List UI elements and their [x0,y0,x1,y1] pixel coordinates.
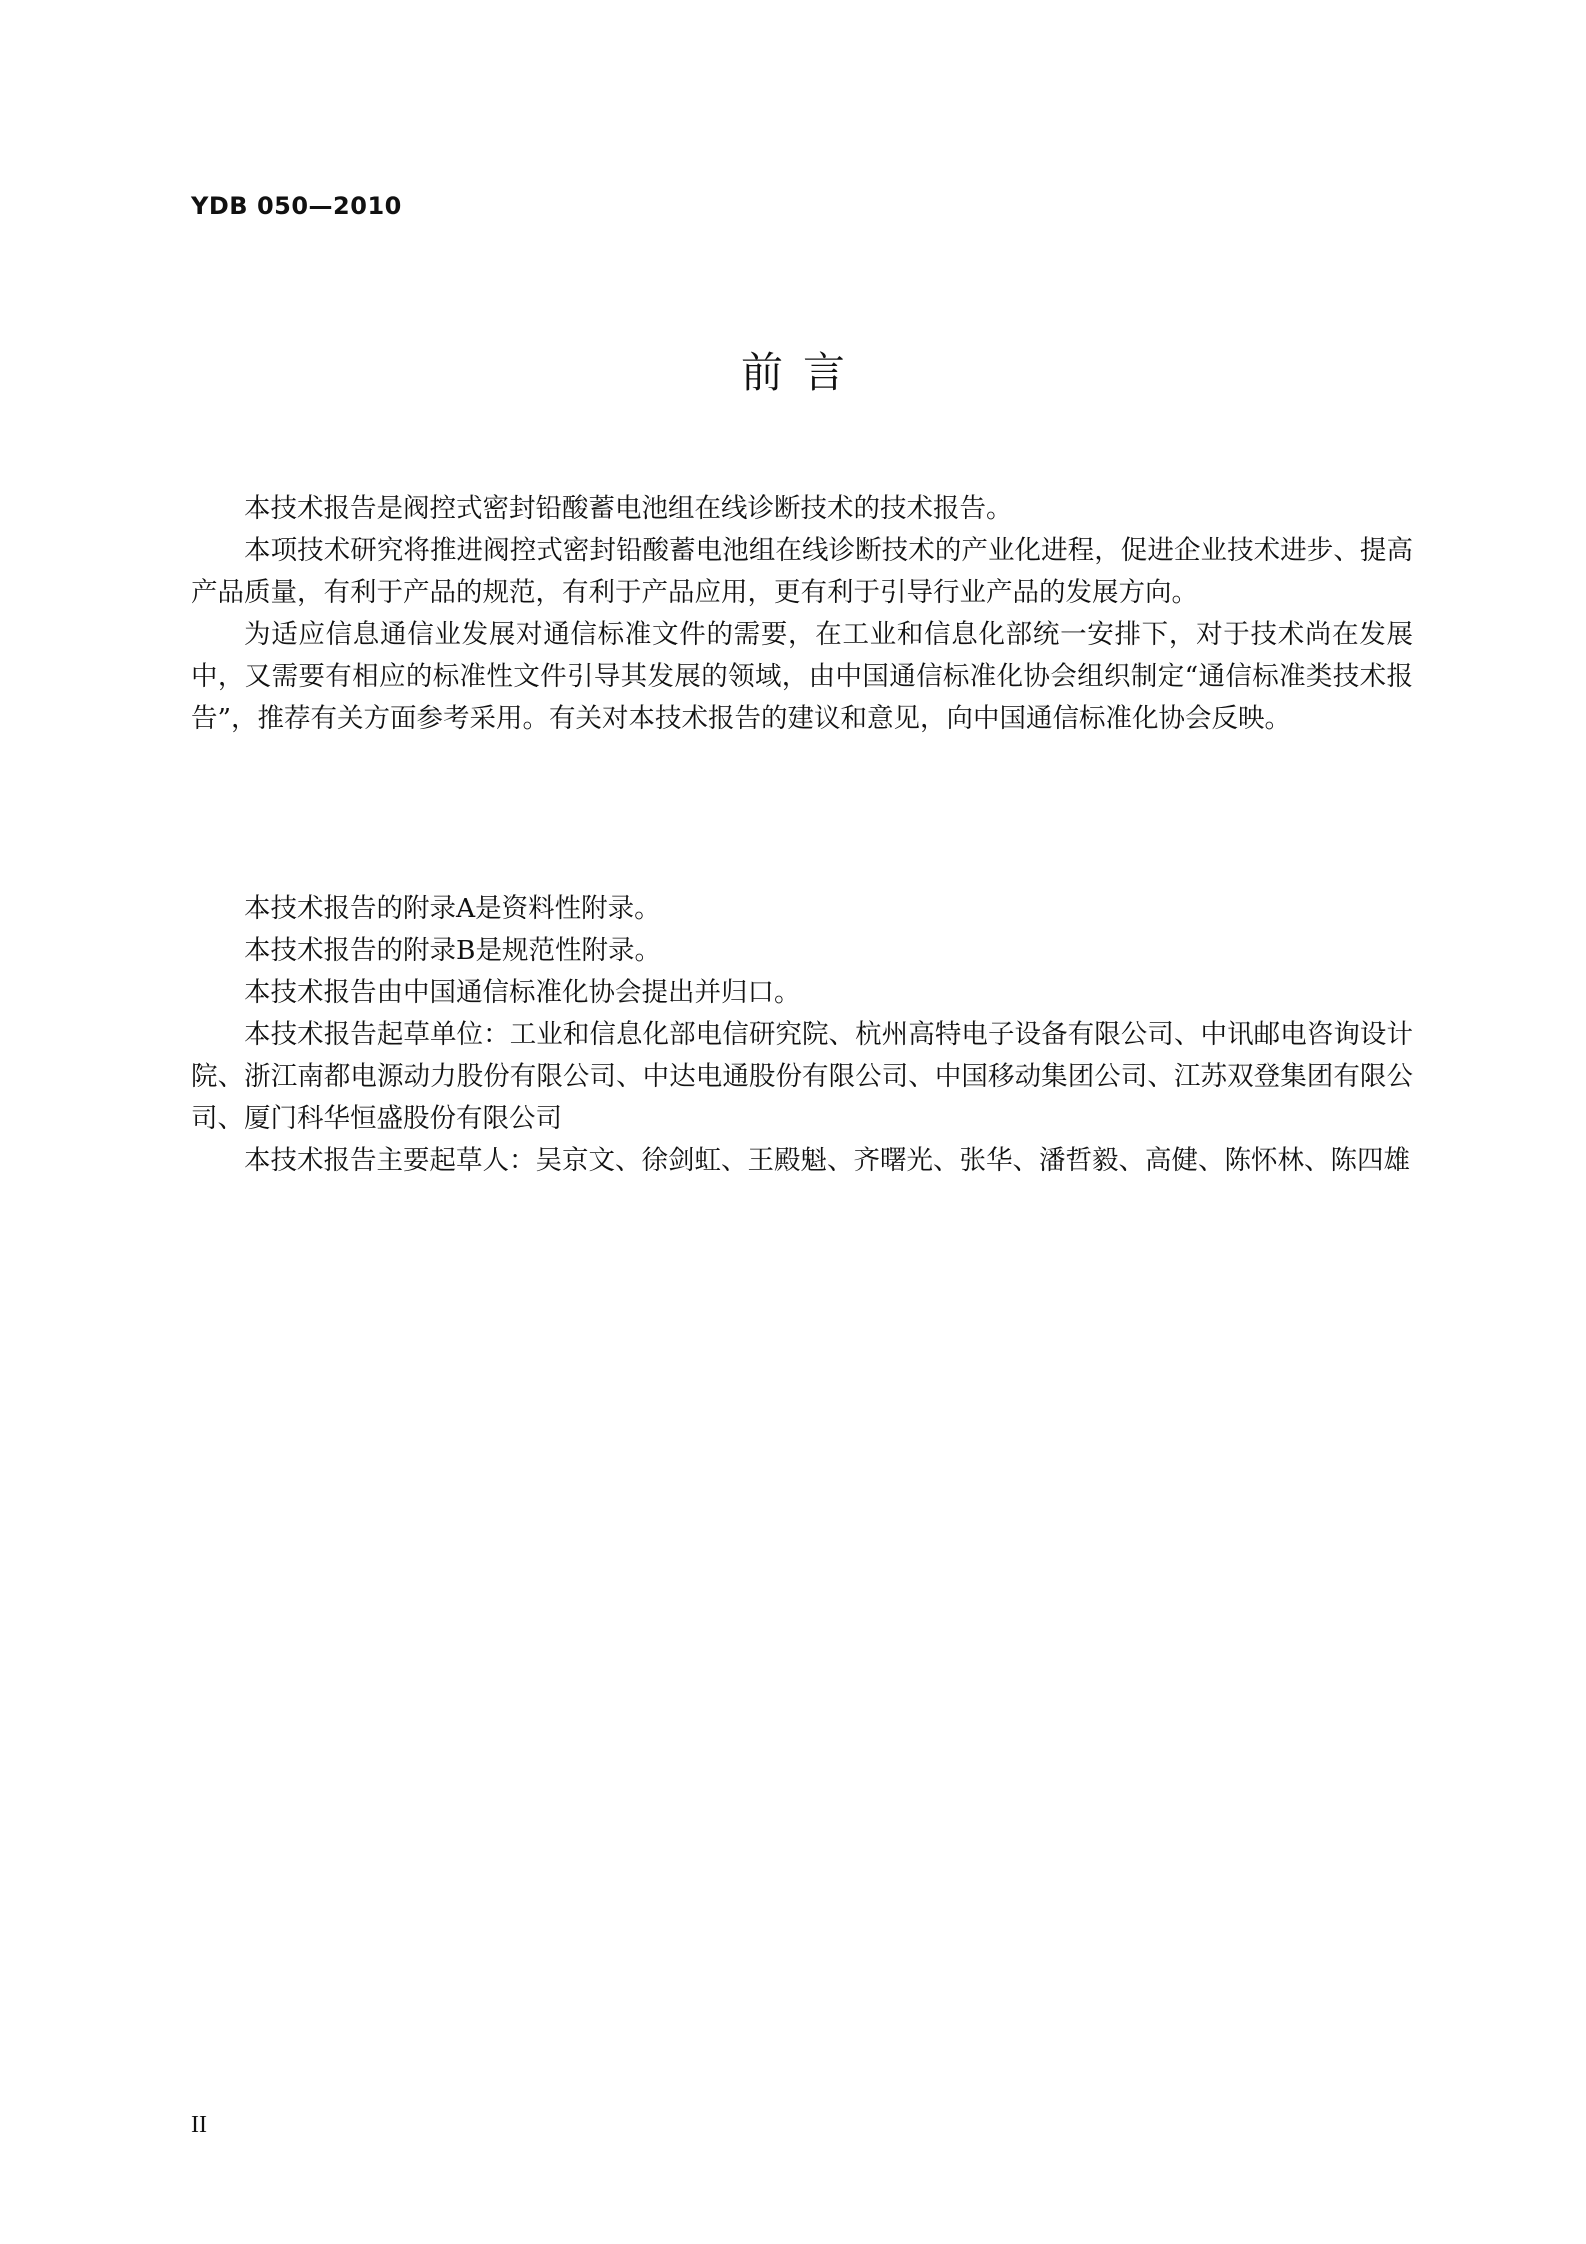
page-number: II [191,2112,207,2138]
note-appendix-b: 本技术报告的附录B是规范性附录。 [244,935,661,966]
page-title: 前言 [740,348,865,397]
note-drafting-units: 本技术报告起草单位：工业和信息化部电信研究院、杭州高特电子设备有限公司、中讯邮电咨询设计院、浙江南都电源动力股份有限公司、中达电通股份有限公司、中国移动集团公司、江苏双登集团有限公司、厦门科华恒盛股份有限公司 [191,1019,1413,1134]
foreword-paragraph-background: 为适应信息通信业发展对通信标准文件的需要，在工业和信息化部统一安排下，对于技术尚在发展中，又需要有相应的标准性文件引导其发展的领域，由中国通信标准化协会组织制定“通信标准类技术报告”，推荐有关方面参考采用。有关对本技术报告的建议和意见，向中国通信标准化协会反映。 [191,619,1413,734]
notes-section [191,888,1413,1182]
note-drafters: 本技术报告主要起草人：吴京文、徐剑虹、王殿魁、齐曙光、张华、潘哲毅、高健、陈怀林、陈四雄 [244,1145,1410,1176]
foreword-paragraph-purpose: 本项技术研究将推进阀控式密封铅酸蓄电池组在线诊断技术的产业化进程，促进企业技术进步、提高产品质量，有利于产品的规范，有利于产品应用，更有利于引导行业产品的发展方向。 [191,535,1413,608]
note-proposer: 本技术报告由中国通信标准化协会提出并归口。 [244,977,801,1008]
foreword-section [191,488,1413,740]
document-code: YDB 050—2010 [191,192,402,220]
note-appendix-a: 本技术报告的附录A是资料性附录。 [244,893,661,924]
foreword-paragraph-scope: 本技术报告是阀控式密封铅酸蓄电池组在线诊断技术的技术报告。 [244,493,1013,524]
